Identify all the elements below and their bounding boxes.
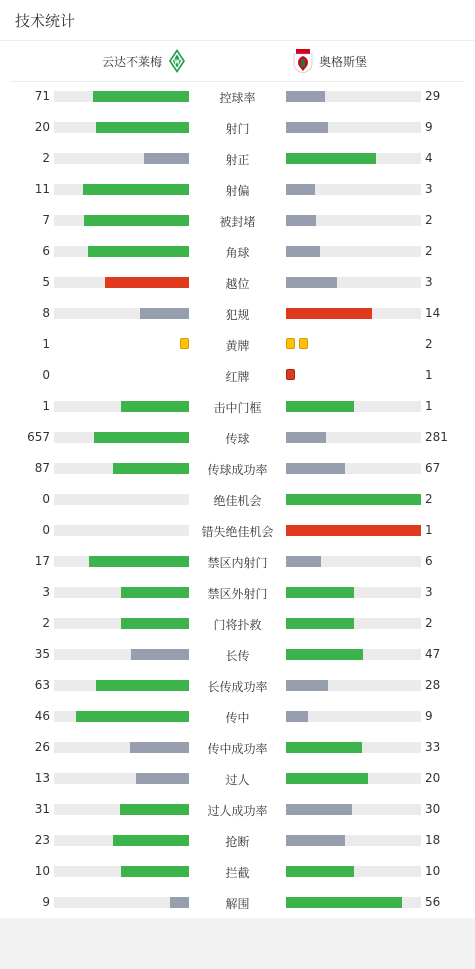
home-team-name[interactable]: 云达不莱梅 bbox=[101, 55, 162, 69]
away-stat-value: 10 bbox=[425, 864, 441, 878]
away-stat-value: 30 bbox=[425, 802, 441, 816]
stat-row bbox=[0, 794, 475, 825]
home-stat-bar-fill bbox=[83, 184, 189, 195]
stat-label: 传中 bbox=[225, 711, 250, 725]
stat-label: 传球 bbox=[225, 432, 250, 446]
stat-label: 错失绝佳机会 bbox=[201, 525, 274, 539]
stat-label: 解围 bbox=[225, 897, 250, 911]
stat-row bbox=[0, 236, 475, 267]
home-stat-bar bbox=[54, 711, 189, 722]
home-stat-value: 2 bbox=[42, 616, 50, 630]
home-stat-value: 8 bbox=[42, 306, 50, 320]
home-stat-bar-fill bbox=[76, 711, 189, 722]
home-stat-bar-fill bbox=[113, 835, 189, 846]
away-stat-bar bbox=[286, 494, 421, 505]
away-stat-bar-fill bbox=[286, 711, 308, 722]
away-stat-bar bbox=[286, 649, 421, 660]
away-stat-value: 28 bbox=[425, 678, 441, 692]
home-stat-bar bbox=[54, 649, 189, 660]
away-stat-bar bbox=[286, 277, 421, 288]
home-stat-bar bbox=[54, 277, 189, 288]
stat-label: 传球成功率 bbox=[207, 463, 268, 477]
away-stat-bar bbox=[286, 587, 421, 598]
stat-row bbox=[0, 732, 475, 763]
stat-label: 黄牌 bbox=[225, 339, 250, 353]
away-stat-value: 2 bbox=[425, 213, 433, 227]
away-stat-bar bbox=[286, 897, 421, 908]
home-stat-bar-fill bbox=[96, 122, 189, 133]
home-stat-value: 10 bbox=[34, 864, 50, 878]
home-stat-value: 0 bbox=[42, 492, 50, 506]
away-stat-value: 20 bbox=[425, 771, 441, 785]
yellow-card-icon bbox=[180, 338, 189, 349]
away-stat-bar bbox=[286, 742, 421, 753]
away-stat-value: 2 bbox=[425, 244, 433, 258]
away-cards bbox=[286, 369, 295, 380]
home-stat-value: 13 bbox=[34, 771, 50, 785]
away-stat-bar bbox=[286, 711, 421, 722]
home-stat-value: 9 bbox=[42, 895, 50, 909]
stat-row bbox=[0, 422, 475, 453]
away-stat-value: 18 bbox=[425, 833, 441, 847]
away-stat-bar-fill bbox=[286, 215, 316, 226]
stat-row bbox=[0, 453, 475, 484]
stats-list bbox=[0, 81, 475, 918]
home-cards bbox=[180, 338, 189, 349]
away-stat-bar bbox=[286, 215, 421, 226]
home-stat-bar bbox=[54, 215, 189, 226]
home-stat-bar bbox=[54, 153, 189, 164]
home-stat-value: 1 bbox=[42, 399, 50, 413]
away-stat-value: 56 bbox=[425, 895, 441, 909]
away-stat-value: 47 bbox=[425, 647, 441, 661]
stat-label: 传中成功率 bbox=[207, 742, 268, 756]
home-stat-bar bbox=[54, 618, 189, 629]
home-stat-bar bbox=[54, 184, 189, 195]
stat-row bbox=[0, 81, 475, 112]
home-stat-bar-fill bbox=[88, 246, 189, 257]
away-stat-bar bbox=[286, 91, 421, 102]
stat-row bbox=[0, 298, 475, 329]
away-stat-value: 29 bbox=[425, 89, 441, 103]
home-stat-bar bbox=[54, 773, 189, 784]
home-stat-bar bbox=[54, 866, 189, 877]
away-stat-bar bbox=[286, 153, 421, 164]
home-stat-value: 35 bbox=[34, 647, 50, 661]
away-stat-bar-fill bbox=[286, 587, 354, 598]
stat-label: 过人 bbox=[225, 773, 250, 787]
home-stat-bar-fill bbox=[96, 680, 189, 691]
stat-row bbox=[0, 887, 475, 918]
home-stat-bar-fill bbox=[89, 556, 189, 567]
home-stat-value: 0 bbox=[42, 523, 50, 537]
away-stat-bar-fill bbox=[286, 618, 354, 629]
away-stat-bar-fill bbox=[286, 804, 352, 815]
stat-label: 门将扑救 bbox=[213, 618, 262, 632]
stat-row bbox=[0, 329, 475, 360]
home-stat-bar bbox=[54, 835, 189, 846]
home-stat-bar-fill bbox=[121, 618, 189, 629]
away-stat-bar bbox=[286, 525, 421, 536]
away-stat-bar bbox=[286, 835, 421, 846]
home-stat-value: 26 bbox=[34, 740, 50, 754]
home-stat-bar bbox=[54, 494, 189, 505]
away-stat-bar-fill bbox=[286, 91, 325, 102]
away-stat-bar-fill bbox=[286, 463, 345, 474]
stat-label: 射正 bbox=[225, 153, 250, 167]
away-stat-value: 4 bbox=[425, 151, 433, 165]
home-stat-value: 3 bbox=[42, 585, 50, 599]
home-stat-bar bbox=[54, 556, 189, 567]
home-stat-bar-fill bbox=[94, 432, 189, 443]
home-stat-bar bbox=[54, 308, 189, 319]
home-stat-value: 17 bbox=[34, 554, 50, 568]
home-stat-bar bbox=[54, 742, 189, 753]
home-stat-bar bbox=[54, 897, 189, 908]
away-stat-bar-fill bbox=[286, 308, 372, 319]
home-stat-value: 657 bbox=[27, 430, 50, 444]
home-stat-bar-fill bbox=[120, 804, 189, 815]
red-card-icon bbox=[286, 369, 295, 380]
away-stat-bar-fill bbox=[286, 649, 363, 660]
stat-label: 射门 bbox=[225, 122, 250, 136]
away-stat-bar bbox=[286, 401, 421, 412]
away-stat-bar-fill bbox=[286, 773, 368, 784]
stat-label: 禁区外射门 bbox=[207, 587, 268, 601]
away-stat-bar bbox=[286, 804, 421, 815]
away-stat-bar bbox=[286, 556, 421, 567]
home-stat-value: 46 bbox=[34, 709, 50, 723]
home-stat-bar-fill bbox=[131, 649, 189, 660]
stat-row bbox=[0, 701, 475, 732]
away-stat-value: 1 bbox=[425, 399, 433, 413]
home-stat-value: 31 bbox=[34, 802, 50, 816]
stat-label: 长传成功率 bbox=[207, 680, 268, 694]
stat-row bbox=[0, 825, 475, 856]
away-team-crest-icon[interactable] bbox=[292, 48, 314, 74]
away-stat-bar-fill bbox=[286, 246, 320, 257]
home-stat-bar bbox=[54, 91, 189, 102]
home-team-crest-icon[interactable] bbox=[168, 48, 186, 74]
stat-label: 长传 bbox=[225, 649, 250, 663]
stat-row bbox=[0, 143, 475, 174]
away-stat-bar bbox=[286, 246, 421, 257]
home-stat-bar-fill bbox=[130, 742, 189, 753]
away-stat-bar bbox=[286, 463, 421, 474]
home-stat-bar bbox=[54, 680, 189, 691]
stat-row bbox=[0, 267, 475, 298]
away-stat-bar-fill bbox=[286, 525, 421, 536]
stat-label: 犯规 bbox=[225, 308, 250, 322]
away-stat-bar bbox=[286, 680, 421, 691]
divider bbox=[0, 40, 475, 41]
home-stat-value: 5 bbox=[42, 275, 50, 289]
stat-row bbox=[0, 515, 475, 546]
yellow-card-icon bbox=[299, 338, 308, 349]
away-stat-bar-fill bbox=[286, 680, 328, 691]
home-stat-bar bbox=[54, 401, 189, 412]
stat-row bbox=[0, 360, 475, 391]
away-stat-bar bbox=[286, 618, 421, 629]
away-stat-bar-fill bbox=[286, 122, 328, 133]
yellow-card-icon bbox=[286, 338, 295, 349]
home-stat-bar-fill bbox=[84, 215, 189, 226]
stat-label: 射偏 bbox=[225, 184, 250, 198]
home-stat-bar-fill bbox=[113, 463, 189, 474]
away-stat-value: 3 bbox=[425, 275, 433, 289]
stat-label: 击中门框 bbox=[213, 401, 262, 415]
home-stat-value: 71 bbox=[34, 89, 50, 103]
away-stat-value: 2 bbox=[425, 492, 433, 506]
stat-row bbox=[0, 763, 475, 794]
home-stat-bar-fill bbox=[93, 91, 189, 102]
away-stat-bar-fill bbox=[286, 277, 337, 288]
away-stat-bar-fill bbox=[286, 742, 362, 753]
page-title: 技术统计 bbox=[15, 12, 76, 30]
stat-row bbox=[0, 670, 475, 701]
away-stat-bar-fill bbox=[286, 184, 315, 195]
stat-row bbox=[0, 484, 475, 515]
away-stat-bar-fill bbox=[286, 556, 321, 567]
away-stat-bar bbox=[286, 184, 421, 195]
home-stat-bar bbox=[54, 463, 189, 474]
away-team-name[interactable]: 奥格斯堡 bbox=[319, 55, 368, 69]
stat-row bbox=[0, 174, 475, 205]
home-stat-bar-fill bbox=[170, 897, 189, 908]
stat-label: 拦截 bbox=[225, 866, 250, 880]
stat-label: 角球 bbox=[225, 246, 250, 260]
away-stat-bar bbox=[286, 308, 421, 319]
away-stat-bar bbox=[286, 432, 421, 443]
away-stat-value: 3 bbox=[425, 182, 433, 196]
stat-row bbox=[0, 608, 475, 639]
home-stat-value: 23 bbox=[34, 833, 50, 847]
away-stat-bar-fill bbox=[286, 835, 345, 846]
stat-label: 越位 bbox=[225, 277, 250, 291]
away-stat-value: 3 bbox=[425, 585, 433, 599]
stat-label: 被封堵 bbox=[219, 215, 256, 229]
stat-row bbox=[0, 856, 475, 887]
stat-row bbox=[0, 205, 475, 236]
away-stat-value: 2 bbox=[425, 616, 433, 630]
away-stat-value: 14 bbox=[425, 306, 441, 320]
home-stat-bar-fill bbox=[144, 153, 189, 164]
stat-label: 过人成功率 bbox=[207, 804, 268, 818]
stat-row bbox=[0, 639, 475, 670]
away-stat-bar bbox=[286, 773, 421, 784]
home-stat-value: 0 bbox=[42, 368, 50, 382]
home-stat-bar-fill bbox=[105, 277, 189, 288]
home-stat-bar-fill bbox=[136, 773, 189, 784]
home-stat-bar bbox=[54, 525, 189, 536]
home-stat-value: 1 bbox=[42, 337, 50, 351]
home-stat-value: 7 bbox=[42, 213, 50, 227]
stat-row bbox=[0, 391, 475, 422]
away-stat-bar bbox=[286, 866, 421, 877]
stat-row bbox=[0, 577, 475, 608]
home-stat-value: 87 bbox=[34, 461, 50, 475]
stat-label: 禁区内射门 bbox=[207, 556, 268, 570]
away-stat-bar-fill bbox=[286, 432, 326, 443]
away-stat-value: 1 bbox=[425, 523, 433, 537]
home-stat-bar-fill bbox=[121, 587, 189, 598]
away-stat-value: 2 bbox=[425, 337, 433, 351]
away-stat-bar-fill bbox=[286, 401, 354, 412]
home-stat-value: 63 bbox=[34, 678, 50, 692]
away-stat-value: 6 bbox=[425, 554, 433, 568]
home-stat-bar bbox=[54, 432, 189, 443]
home-stat-value: 6 bbox=[42, 244, 50, 258]
home-stat-bar bbox=[54, 246, 189, 257]
away-stat-bar-fill bbox=[286, 494, 421, 505]
away-stat-value: 9 bbox=[425, 120, 433, 134]
away-stat-value: 9 bbox=[425, 709, 433, 723]
home-stat-bar-fill bbox=[121, 401, 189, 412]
home-stat-bar-fill bbox=[121, 866, 189, 877]
home-stat-bar bbox=[54, 122, 189, 133]
stat-label: 控球率 bbox=[219, 91, 256, 105]
away-stat-bar bbox=[286, 122, 421, 133]
home-stat-value: 2 bbox=[42, 151, 50, 165]
stat-row bbox=[0, 112, 475, 143]
away-cards bbox=[286, 338, 308, 349]
away-stat-bar-fill bbox=[286, 866, 354, 877]
away-stat-value: 1 bbox=[425, 368, 433, 382]
home-stat-bar-fill bbox=[140, 308, 189, 319]
away-stat-value: 67 bbox=[425, 461, 441, 475]
stat-label: 抢断 bbox=[225, 835, 250, 849]
away-stat-bar-fill bbox=[286, 153, 376, 164]
stat-label: 绝佳机会 bbox=[213, 494, 262, 508]
stat-label: 红牌 bbox=[225, 370, 250, 384]
home-stat-bar bbox=[54, 804, 189, 815]
home-stat-bar bbox=[54, 587, 189, 598]
away-stat-value: 281 bbox=[425, 430, 448, 444]
home-stat-value: 20 bbox=[34, 120, 50, 134]
away-stat-bar-fill bbox=[286, 897, 402, 908]
stat-row bbox=[0, 546, 475, 577]
away-stat-value: 33 bbox=[425, 740, 441, 754]
home-stat-value: 11 bbox=[34, 182, 50, 196]
